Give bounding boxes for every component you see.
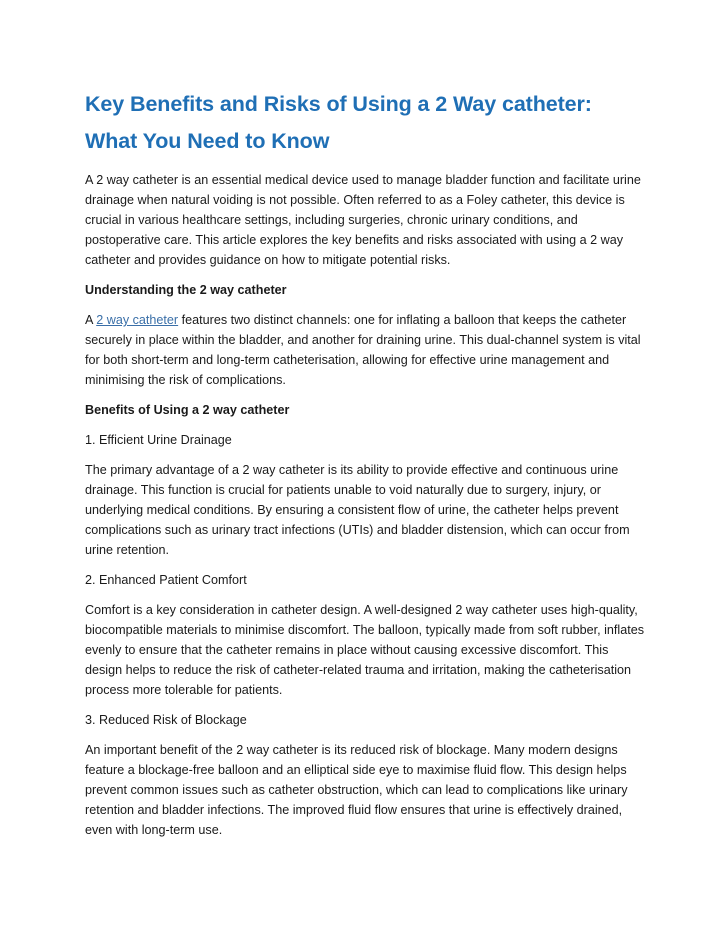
two-way-catheter-link[interactable]: 2 way catheter [96, 313, 179, 327]
benefit-body-patient-comfort: Comfort is a key consideration in catheter design. A well-designed 2 way catheter uses high-quality, biocompatible materials to minimise discomfort. The balloon, typically made from soft rubber, inflates evenly to ensure that the catheter remains in place without causing excessive discomfort. This design helps to reduce the risk of catheter-related trauma and irritation, making the catheterisation process more tolerable for patients. [85, 603, 645, 697]
understanding-paragraph [85, 310, 645, 390]
section-heading-understanding: Understanding the 2 way catheter [85, 283, 287, 297]
intro-paragraph: A 2 way catheter is an essential medical device used to manage bladder function and facilitate urine drainage when natural voiding is not possible. Often referred to as a Foley catheter, this device is crucial in various healthcare settings, including surgeries, chronic urinary conditions, and postoperative care. This article explores the key benefits and risks associated with using a 2 way catheter and provides guidance on how to mitigate potential risks. [85, 173, 641, 267]
section-heading-benefits: Benefits of Using a 2 way catheter [85, 403, 290, 417]
understanding-prefix: A [85, 313, 97, 327]
document-page [85, 86, 645, 850]
page-title: Key Benefits and Risks of Using a 2 Way catheter: What You Need to Know [85, 92, 592, 153]
benefit-body-efficient-drainage: The primary advantage of a 2 way catheter is its ability to provide effective and continuous urine drainage. This function is crucial for patients unable to void naturally due to surgery, injury, or underlying medical conditions. By ensuring a consistent flow of urine, the catheter helps prevent complications such as urinary tract infections (UTIs) and bladder distension, which can occur from urine retention. [85, 463, 630, 557]
benefit-title-efficient-drainage: 1. Efficient Urine Drainage [85, 433, 232, 447]
benefit-title-reduced-blockage: 3. Reduced Risk of Blockage [85, 713, 247, 727]
benefit-title-patient-comfort: 2. Enhanced Patient Comfort [85, 573, 247, 587]
understanding-text: features two distinct channels: one for inflating a balloon that keeps the catheter securely in place within the bladder, and another for draining urine. This dual-channel system is vital for both short-term and long-term catheterisation, allowing for effective urine management and minimising the risk of complications. [85, 313, 641, 387]
benefit-body-reduced-blockage: An important benefit of the 2 way catheter is its reduced risk of blockage. Many modern designs feature a blockage-free balloon and an elliptical side eye to maximise fluid flow. This design helps prevent common issues such as catheter obstruction, which can lead to complications like urinary retention and bladder infections. The improved fluid flow ensures that urine is effectively drained, even with long-term use. [85, 743, 628, 837]
